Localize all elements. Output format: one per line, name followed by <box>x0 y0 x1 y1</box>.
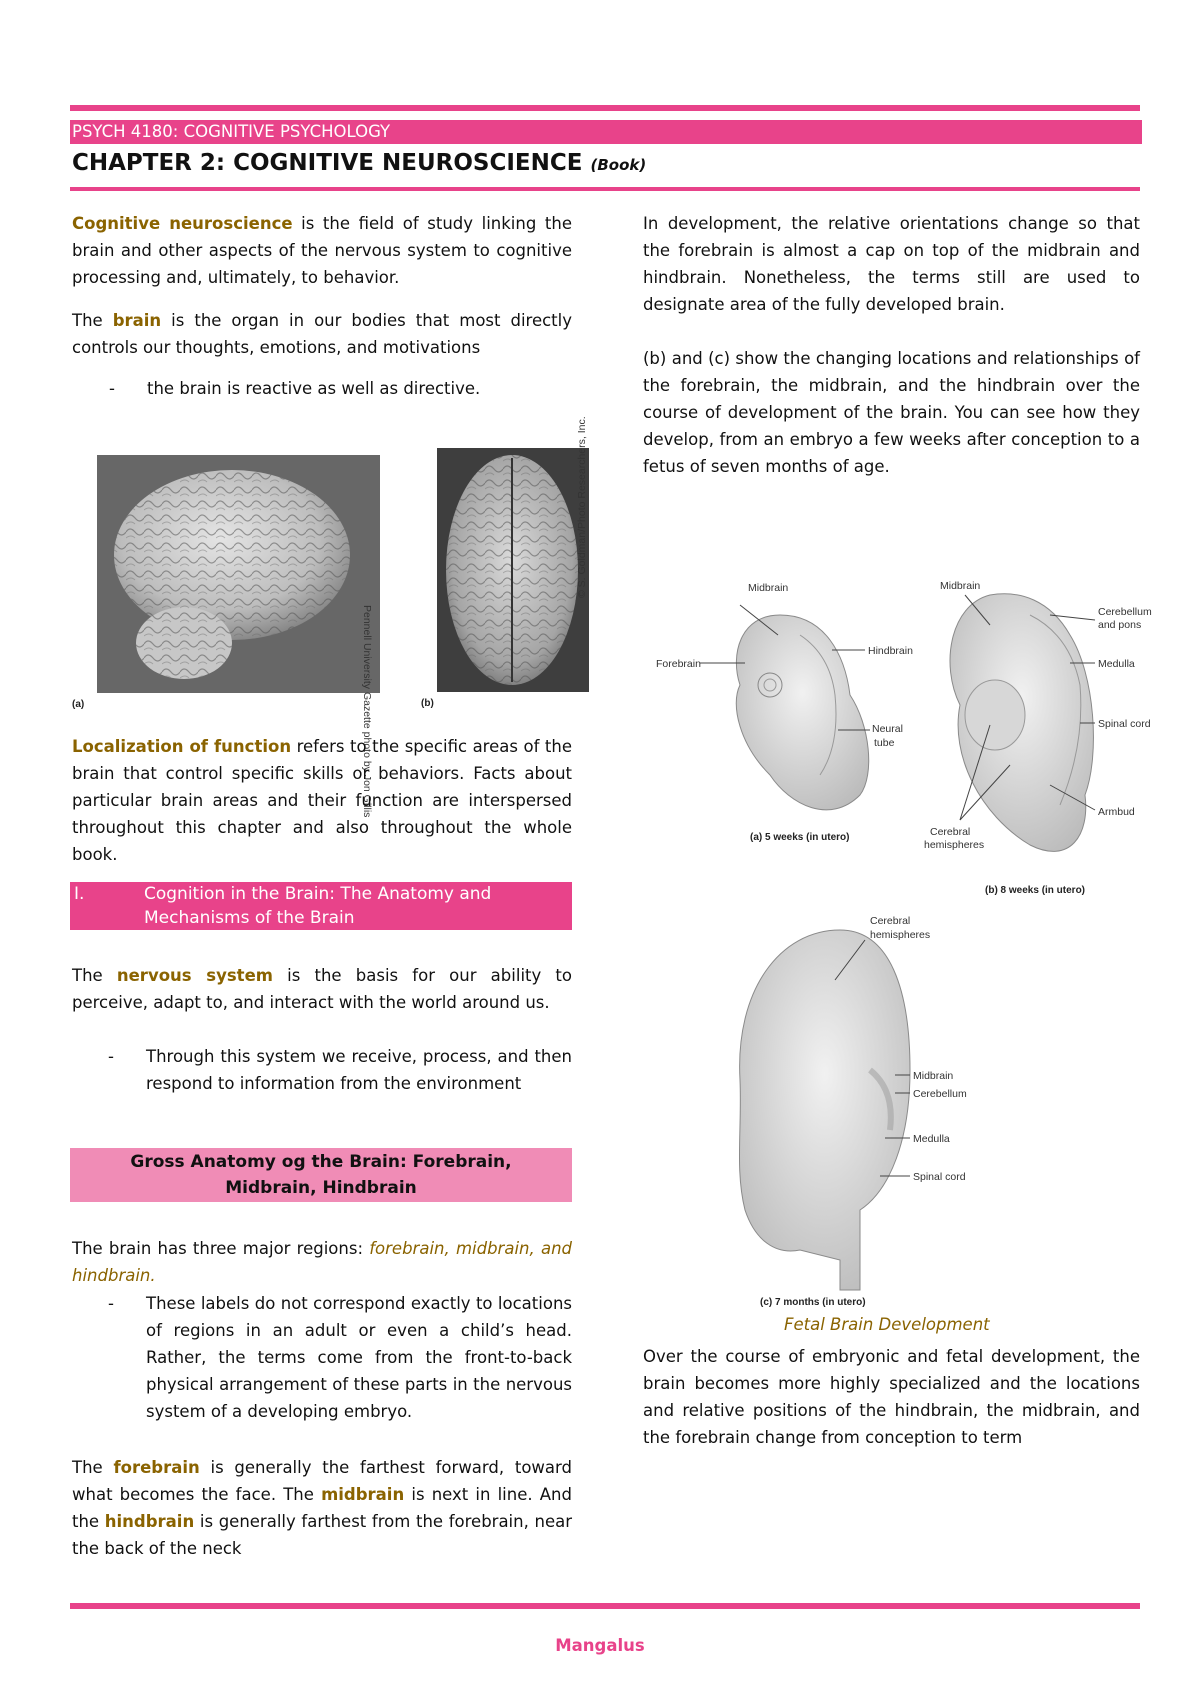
fig-b-credit: © S. Goldman/Photo Researchers, Inc. <box>576 416 588 598</box>
bullet-labels <box>108 1290 572 1425</box>
label-spinal-c: Spinal cord <box>913 1171 966 1183</box>
term-cognitive-neuroscience: Cognitive neuroscience <box>72 214 293 233</box>
p3-text: refers to the specific areas of the brain that control specific skills or behaviors. Facts about particular brain areas and their function are interspersed throughout this chapter and also throughout the whole book. <box>72 737 572 864</box>
paragraph-fetal-development: Over the course of embryonic and fetal development, the brain becomes more highly specialized and the locations and relative positions of the hindbrain, the midbrain, and the forebrain change from conception to term <box>643 1347 1140 1447</box>
bullet1-text: the brain is reactive as well as directive. <box>147 379 481 398</box>
label-spinal-b: Spinal cord <box>1098 718 1151 730</box>
bullet2-text: Through this system we receive, process, and then respond to information from the environment <box>146 1047 572 1093</box>
label-hindbrain: Hindbrain <box>868 645 913 657</box>
label-cerebellum-c: Cerebellum <box>913 1088 967 1100</box>
label-cerebral-c: Cerebral <box>870 915 911 927</box>
fetus-figure-7-months <box>720 910 980 1310</box>
label-cerebral-b: Cerebral <box>930 826 971 838</box>
caption-8-weeks: (b) 8 weeks (in utero) <box>985 885 1086 896</box>
term-hindbrain: hindbrain <box>104 1512 195 1531</box>
paragraph-three-regions <box>72 1235 572 1289</box>
top-rule <box>70 105 1140 111</box>
fig-b-label: (b) <box>421 698 434 709</box>
caption-7-months: (c) 7 months (in utero) <box>760 1297 866 1308</box>
p6-d: is generally farthest from the forebrain, near the back of the neck <box>72 1512 573 1558</box>
subsection-title: Gross Anatomy og the Brain: Forebrain, Midbrain, Hindbrain <box>130 1152 512 1198</box>
paragraph-changing-locations: (b) and (c) show the changing locations and relationships of the forebrain, the midbrain, and the hindbrain over the course of development of the brain. You can see how they develop, from an embryo a few weeks after conception to a fetus of seven months of age. <box>643 349 1140 476</box>
section-title: Cognition in the Brain: The Anatomy and Mechanisms of the Brain <box>144 884 492 928</box>
section-heading <box>70 882 572 930</box>
chapter-note: (Book) <box>590 156 647 174</box>
course-title: PSYCH 4180: COGNITIVE PSYCHOLOGY <box>70 120 1142 144</box>
paragraph-cognitive-neuroscience <box>72 210 572 291</box>
paragraph-localization <box>72 733 572 868</box>
header-rule <box>70 187 1140 191</box>
chapter-heading: CHAPTER 2: COGNITIVE NEUROSCIENCE <box>72 150 583 176</box>
paragraph-nervous-system <box>72 962 572 1016</box>
p2-lead: The <box>72 311 113 330</box>
paragraph-forebrain <box>72 1454 572 1562</box>
label-armbud: Armbud <box>1098 806 1135 818</box>
embryo-figure-5-weeks <box>656 575 913 845</box>
p6-b: is generally the farthest forward, toward what becomes the face. The <box>72 1458 573 1504</box>
paragraph-brain <box>72 307 572 361</box>
label-tube: tube <box>874 737 895 749</box>
figure-caption: Fetal Brain Development <box>784 1315 990 1334</box>
p1-text: is the field of study linking the brain and other aspects of the nervous system to cognitive processing and, ultimately, to behavior. <box>72 214 572 287</box>
p5-lead: The brain has three major regions: <box>72 1239 370 1258</box>
fig-a-label: (a) <box>72 699 85 710</box>
bullet-system <box>108 1043 572 1097</box>
brain-photo-top <box>395 416 595 712</box>
label-midbrain: Midbrain <box>748 582 789 594</box>
embryo-figure-8-weeks <box>920 575 1152 905</box>
term-localization: Localization of function <box>72 737 292 756</box>
dash: - <box>109 379 115 398</box>
section-number: I. <box>74 884 85 904</box>
label-forebrain: Forebrain <box>656 658 701 670</box>
label-midbrain-c: Midbrain <box>913 1070 954 1082</box>
p6-a: The <box>72 1458 114 1477</box>
dash: - <box>108 1047 114 1066</box>
term-midbrain: midbrain <box>321 1485 405 1504</box>
label-hemispheres-b: hemispheres <box>924 839 985 851</box>
caption-5-weeks: (a) 5 weeks (in utero) <box>750 832 850 843</box>
footer-rule <box>70 1603 1140 1609</box>
paragraph-development: In development, the relative orientations change so that the forebrain is almost a cap on top of the midbrain and hindbrain. Nonetheless, the terms still are used to designate area of the fully developed brain. <box>643 214 1140 314</box>
p2-text: is the organ in our bodies that most directly controls our thoughts, emotions, and motivations <box>72 311 573 357</box>
term-regions: forebrain, midbrain, and hindbrain. <box>72 1239 572 1285</box>
label-midbrain-b: Midbrain <box>940 580 981 592</box>
label-pons: and pons <box>1098 619 1142 631</box>
dash: - <box>108 1294 114 1313</box>
bullet-brain-reactive <box>109 375 572 402</box>
p4-text: is the basis for our ability to perceive, adapt to, and interact with the world around us. <box>72 966 573 1012</box>
footer-author: Mangalus <box>555 1636 645 1655</box>
label-cerebellum-b: Cerebellum <box>1098 606 1152 618</box>
label-neural: Neural <box>872 723 903 735</box>
p6-c: is next in line. And the <box>72 1485 572 1531</box>
p4-lead: The <box>72 966 117 985</box>
fig-a-credit: Pennell University Gazette photo by Jon Gillis <box>361 605 373 818</box>
label-hemispheres-c: hemispheres <box>870 929 931 941</box>
term-nervous-system: nervous system <box>116 966 273 985</box>
term-brain: brain <box>112 311 162 330</box>
chapter-title <box>72 150 646 176</box>
label-medulla-b: Medulla <box>1098 658 1135 670</box>
bullet3-text: These labels do not correspond exactly to locations of regions in an adult or even a child’s head. Rather, the terms come from the front-to-back physical arrangement of these parts in the nervous system of a developing embryo. <box>146 1294 572 1421</box>
subsection-heading <box>70 1148 572 1202</box>
label-medulla-c: Medulla <box>913 1133 950 1145</box>
term-forebrain: forebrain <box>113 1458 200 1477</box>
